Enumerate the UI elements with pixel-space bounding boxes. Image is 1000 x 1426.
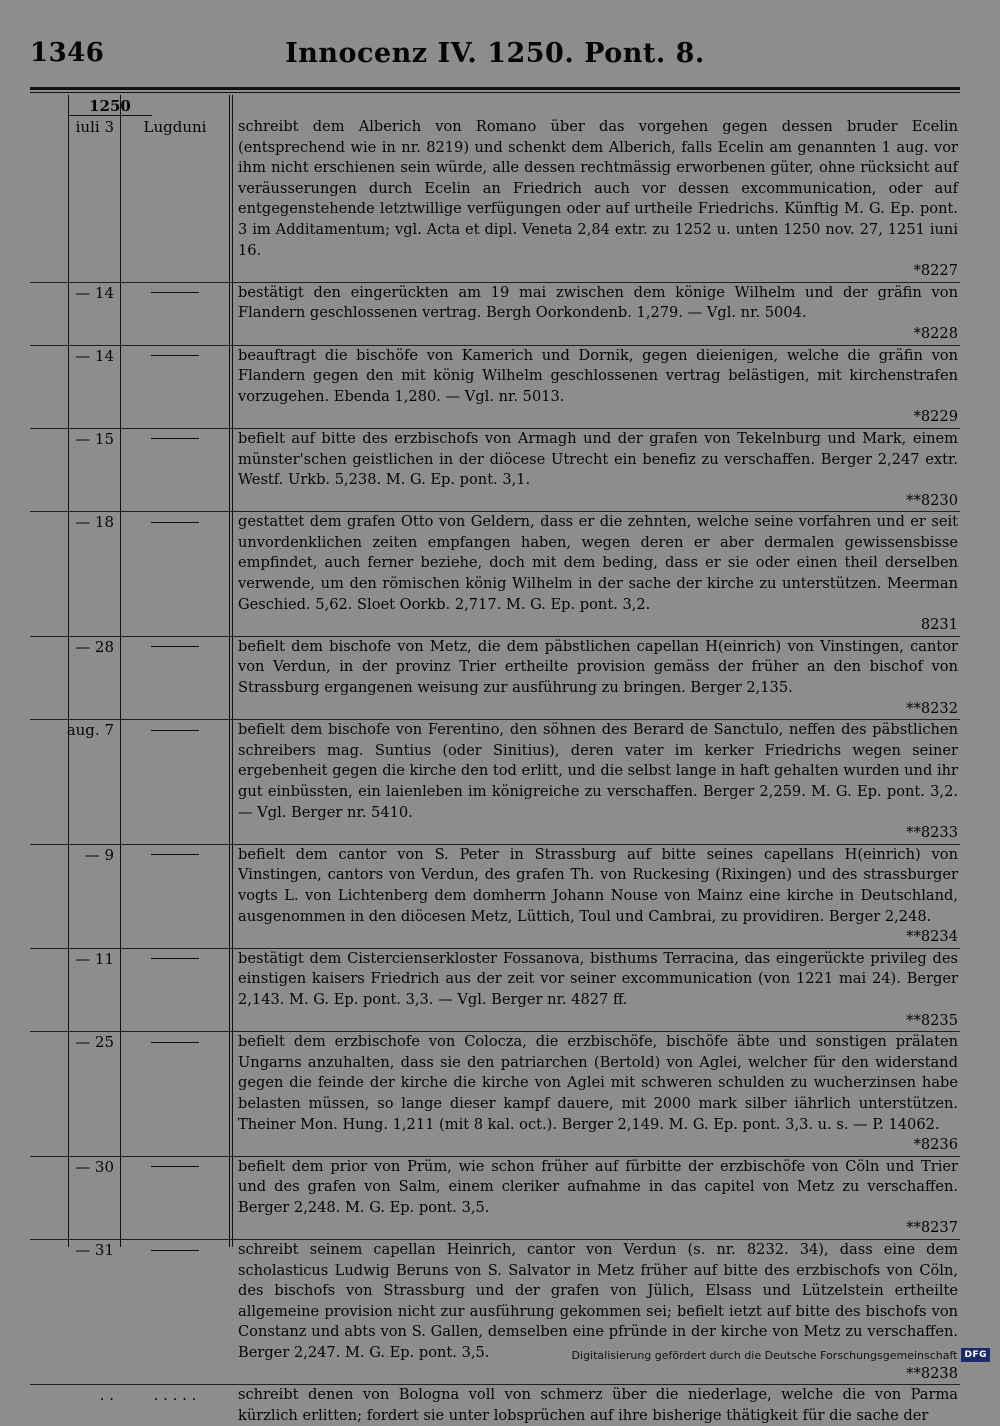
entry-text — [232, 512, 960, 636]
entry-place — [118, 283, 232, 345]
entry-number: *8228 — [913, 324, 958, 342]
table-row — [30, 637, 960, 720]
entry-text — [232, 949, 960, 1031]
table-row — [30, 1157, 960, 1240]
table-row — [30, 720, 960, 845]
entry-number: *8236 — [913, 1136, 958, 1154]
table-row — [30, 1032, 960, 1157]
entry-summary: gestattet dem grafen Otto von Geldern, dass er die zehnten, welche seine vorfahren und er seit unvordenklichen zeiten empfangen haben, wegen deren er aber dermalen gewissensbisse empfindet, auch ferner beziehe, doch mit dem beding, dass er sie oder einen theil derselben verwende, um den römischen könig Wilhelm in der sache der kirche zu unterstützen. Meerman Geschied. 5,62. Sloet Oorkb. 2,717. M. G. Ep. pont. 3,2. — [238, 513, 958, 613]
entry-date: — 18 — [75, 513, 114, 532]
page-header — [30, 38, 960, 78]
entry-summary: befielt dem bischofe von Ferentino, den söhnen des Berard de Sanctulo, neffen des päbstlichen schreibers mag. Suntius (oder Sinitius), deren vater im kerker Friedrichs wegen seiner ergebenheit gegen die kirche den tod erlitt, und die selbst lange in haft gehalten wurden und ihr gut einbüssten, ein laienleben im königreiche zu verschaffen. Berger 2,259. M. G. Ep. pont. 3,2. — Vgl. Berger nr. 5410. — [238, 721, 958, 821]
ditto-dash — [151, 854, 199, 855]
entry-number: **8237 — [906, 1219, 958, 1237]
entry-place — [118, 1240, 232, 1384]
ditto-dash — [151, 1166, 199, 1167]
table-row — [30, 949, 960, 1032]
ditto-dash — [151, 958, 199, 959]
entry-text — [232, 845, 960, 948]
entry-place: Lugduni — [143, 118, 207, 136]
entry-place — [118, 1032, 232, 1156]
entry-place — [118, 949, 232, 1031]
entry-summary: befielt dem prior von Prüm, wie schon früher auf fürbitte der erzbischöfe von Cöln und Trier und des grafen von Salm, einem cleriker aufnahme in das capitel von Metz zu verschaffen. Berger 2,248. M. G. Ep. pont. 3,5. — [238, 1157, 958, 1216]
table-row — [30, 512, 960, 637]
entry-place — [118, 429, 232, 511]
ditto-dash — [151, 730, 199, 731]
ditto-dash — [151, 1042, 199, 1043]
entry-text — [232, 117, 960, 282]
footer-text: Digitalisierung gefördert durch die Deutsche Forschungsgemeinschaft — [571, 1348, 958, 1362]
entry-text — [232, 720, 960, 844]
header-rule-thin — [30, 92, 960, 93]
entry-date: — 31 — [75, 1241, 114, 1260]
entry-date: — 11 — [75, 949, 114, 968]
ditto-dash — [151, 646, 199, 647]
ditto-dash — [151, 355, 199, 356]
entry-number: *8227 — [913, 262, 958, 280]
table-row — [30, 1240, 960, 1385]
entry-place — [118, 512, 232, 636]
table-row — [30, 1385, 960, 1426]
entry-summary: schreibt seinem capellan Heinrich, cantor von Verdun (s. nr. 8232. 34), dass eine dem scholasticus Ludwig Beruns von S. Salvator in Metz früher auf bitte des erzbischofs von Cöln, des bischofs von Strassburg und der grafen von Jülich, Elsass und Lützelstein ertheilte allgemeine provision nicht zur ausführung gekommen sei; befielt ietzt auf bitte des bischofs von Constanz und abts von S. Gallen, demselben eine pfründe in der kirche von Metz zu verschaffen. Berger 2,247. M. G. Ep. pont. 3,5. — [238, 1241, 958, 1362]
entry-place — [118, 637, 232, 719]
entry-summary: beauftragt die bischöfe von Kamerich und Dornik, gegen dieienigen, welche die gräfin von Flandern gegen den mit könig Wilhelm geschlossenen vertrag belästigen, mit kirchenstrafen vorzugehen. Ebenda 1,280. — Vgl. nr. 5013. — [238, 346, 958, 405]
entry-date: . . — [99, 1386, 114, 1405]
dfg-logo: DFG — [961, 1348, 990, 1362]
entry-summary: schreibt dem Alberich von Romano über das vorgehen gegen dessen bruder Ecelin (entsprechend wie in nr. 8219) und schenkt dem Alberich, falls Ecelin am genannten 1 aug. vor ihm nicht erschienen sein würde, alle dessen rechtmässig erworbenen güter, ohne rücksicht auf veräusserungen durch Ecelin an Friedrich auch vor dessen excommunication, oder auf entgegenstehende letztwillige verfügungen oder auf urtheile Friedrichs. Künftig M. G. Ep. pont. 3 im Additamentum; vgl. Acta et dipl. Veneta 2,84 extr. zu 1252 u. unten 1250 nov. 27, 1251 iuni 16. — [238, 118, 958, 259]
entry-date: — 15 — [75, 429, 114, 448]
entry-text — [232, 1157, 960, 1239]
entry-text — [232, 429, 960, 511]
entry-summary: befielt dem cantor von S. Peter in Strassburg auf bitte seines capellans H(einrich) von Vinstingen, cantors von Verdun, des grafen Th. von Ruckesing (Rixingen) und des strassburger vogts L. von Lichtenberg dem domherrn Johann Nouse von Mainz eine kirche in Deutschland, ausgenommen in den diöcesen Metz, Lüttich, Toul und Cambrai, zu providiren. Berger 2,248. — [238, 845, 958, 925]
entry-place: . . . . . — [153, 1386, 197, 1405]
table-row — [30, 429, 960, 512]
entry-summary: bestätigt den eingerückten am 19 mai zwischen dem könige Wilhelm und der gräfin von Flandern geschlossenen vertrag. Bergh Oorkondenb. 1,279. — Vgl. nr. 5004. — [238, 283, 958, 322]
entry-date: iuli 3 — [75, 118, 114, 136]
entry-summary: befielt dem erzbischofe von Colocza, die erzbischöfe, bischöfe äbte und sonstigen prälaten Ungarns anzuhalten, dass sie den patriarchen (Bertold) von Aglei, welcher für den widerstand gegen die feinde der kirche die kirche von Aglei mit schweren schulden zu wucherzinsen habe belasten müssen, so lange dieser kampf dauere, mit 2000 mark silber iährlich unterstützen. Theiner Mon. Hung. 1,211 (mit 8 kal. oct.). Berger 2,149. M. G. Ep. pont. 3,3. u. s. — P. 14062. — [238, 1033, 958, 1133]
entry-date: aug. 7 — [66, 721, 114, 740]
entry-number: **8230 — [906, 491, 958, 509]
ditto-dash — [151, 292, 199, 293]
ditto-dash — [151, 1250, 199, 1251]
entry-text — [232, 346, 960, 428]
entry-place — [118, 346, 232, 428]
entry-date: — 14 — [75, 346, 114, 365]
entry-number: **8235 — [906, 1011, 958, 1029]
entry-number: **8234 — [906, 928, 958, 946]
entry-date: — 28 — [75, 637, 114, 656]
table-row — [30, 346, 960, 429]
entry-place — [118, 845, 232, 948]
entry-date: — 30 — [75, 1157, 114, 1176]
entry-date: — 25 — [75, 1033, 114, 1052]
entry-number: **8233 — [906, 824, 958, 842]
entry-text — [232, 1240, 960, 1384]
entry-number: **8238 — [906, 1364, 958, 1382]
entry-summary: befielt dem bischofe von Metz, die dem päbstlichen capellan H(einrich) von Vinstingen, cantor von Verdun, in der provinz Trier ertheilte provision gemäss der früher an den bischof von Strassburg ergangenen weisung zur ausführung zu bringen. Berger 2,135. — [238, 637, 958, 697]
entry-place — [118, 1157, 232, 1239]
entry-text — [232, 637, 960, 719]
running-title: Innocenz IV. 1250. Pont. 8. — [285, 38, 705, 69]
table-row — [30, 845, 960, 949]
entry-date: — 9 — [84, 845, 114, 864]
year-heading: 1250 — [68, 97, 152, 116]
entry-number: 8231 — [920, 616, 958, 634]
entry-text — [232, 1385, 960, 1426]
entry-summary: bestätigt dem Cistercienserkloster Fossanova, bisthums Terracina, das eingerückte privileg des einstigen kaisers Friedrich aus der zeit vor seiner excommunication (von 1221 mai 24). Berger 2,143. M. G. Ep. pont. 3,3. — Vgl. Berger nr. 4827 ff. — [238, 949, 958, 1008]
table-row — [30, 283, 960, 346]
entry-date: — 14 — [75, 283, 114, 302]
entry-list — [30, 117, 960, 1426]
entry-number: **8232 — [906, 699, 958, 717]
page-number: 1346 — [30, 38, 105, 68]
header-rule-thick — [30, 87, 960, 90]
entry-number: *8229 — [913, 408, 958, 426]
entry-summary: schreibt denen von Bologna voll von schmerz über die niederlage, welche die von Parma kürzlich erlitten; fordert sie unter lobsprüchen auf ihre bisherige thätigkeit für die sache der — [238, 1386, 958, 1424]
table-row — [30, 117, 960, 283]
entry-place — [118, 720, 232, 844]
ditto-dash — [151, 438, 199, 439]
entry-summary: befielt auf bitte des erzbischofs von Armagh und der grafen von Tekelnburg und Mark, einem münster'schen geistlichen in der diöcese Utrecht ein benefiz zu verschaffen. Berger 2,247 extr. Westf. Urkb. 5,238. M. G. Ep. pont. 3,1. — [238, 429, 958, 489]
entry-text — [232, 283, 960, 345]
entry-text — [232, 1032, 960, 1156]
footer-credit — [572, 1348, 990, 1362]
ditto-dash — [151, 522, 199, 523]
